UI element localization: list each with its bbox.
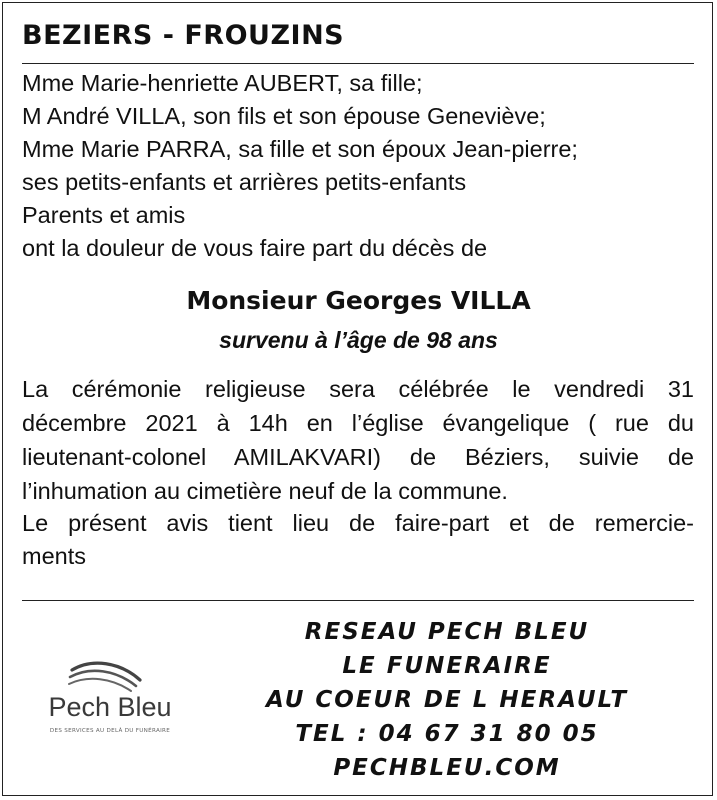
ceremony-line-5: Le présent avis tient lieu de faire-part et de remercie- <box>22 510 694 536</box>
family-line-1: Mme Marie-henriette AUBERT, sa fille; <box>22 70 423 96</box>
pech-bleu-logo <box>20 650 200 750</box>
notice-heading: BEZIERS - FROUZINS <box>22 20 345 51</box>
footer-divider <box>22 600 694 601</box>
contact-website: PECHBLEU.COM <box>333 755 561 781</box>
family-line-4: ses petits-enfants et arrières petits-enfants <box>22 169 467 195</box>
ceremony-line-3: lieutenant-colonel AMILAKVARI) de Béziers, suivie de <box>22 444 694 470</box>
family-line-2: M André VILLA, son fils et son épouse Geneviève; <box>22 103 546 129</box>
ceremony-line-6: ments <box>22 543 86 569</box>
contact-phone: TEL : 04 67 31 80 05 <box>295 721 599 747</box>
logo-tagline: DES SERVICES AU DELÀ DU FUNÉRAIRE <box>49 728 171 734</box>
contact-line-funeraire: LE FUNERAIRE <box>342 653 552 679</box>
ceremony-line-2: décembre 2021 à 14h en l’église évangelique ( rue du <box>22 410 694 436</box>
family-line-5: Parents et amis <box>22 202 186 228</box>
pech-bleu-swoosh-icon <box>69 663 140 691</box>
family-line-6: ont la douleur de vous faire part du décès de <box>22 235 488 261</box>
logo-wordmark: Pech Bleu <box>48 692 172 722</box>
contact-line-network: RESEAU PECH BLEU <box>304 619 590 645</box>
ceremony-line-1: La cérémonie religieuse sera célébrée le vendredi 31 <box>22 376 694 402</box>
ceremony-line-4: l’inhumation au cimetière neuf de la commune. <box>22 478 508 504</box>
contact-line-region: AU COEUR DE L HERAULT <box>265 687 629 713</box>
heading-divider <box>22 63 694 64</box>
family-line-3: Mme Marie PARRA, sa fille et son époux Jean-pierre; <box>22 136 578 162</box>
age-at-death: survenu à l’âge de 98 ans <box>219 327 498 353</box>
deceased-name: Monsieur Georges VILLA <box>186 286 531 315</box>
